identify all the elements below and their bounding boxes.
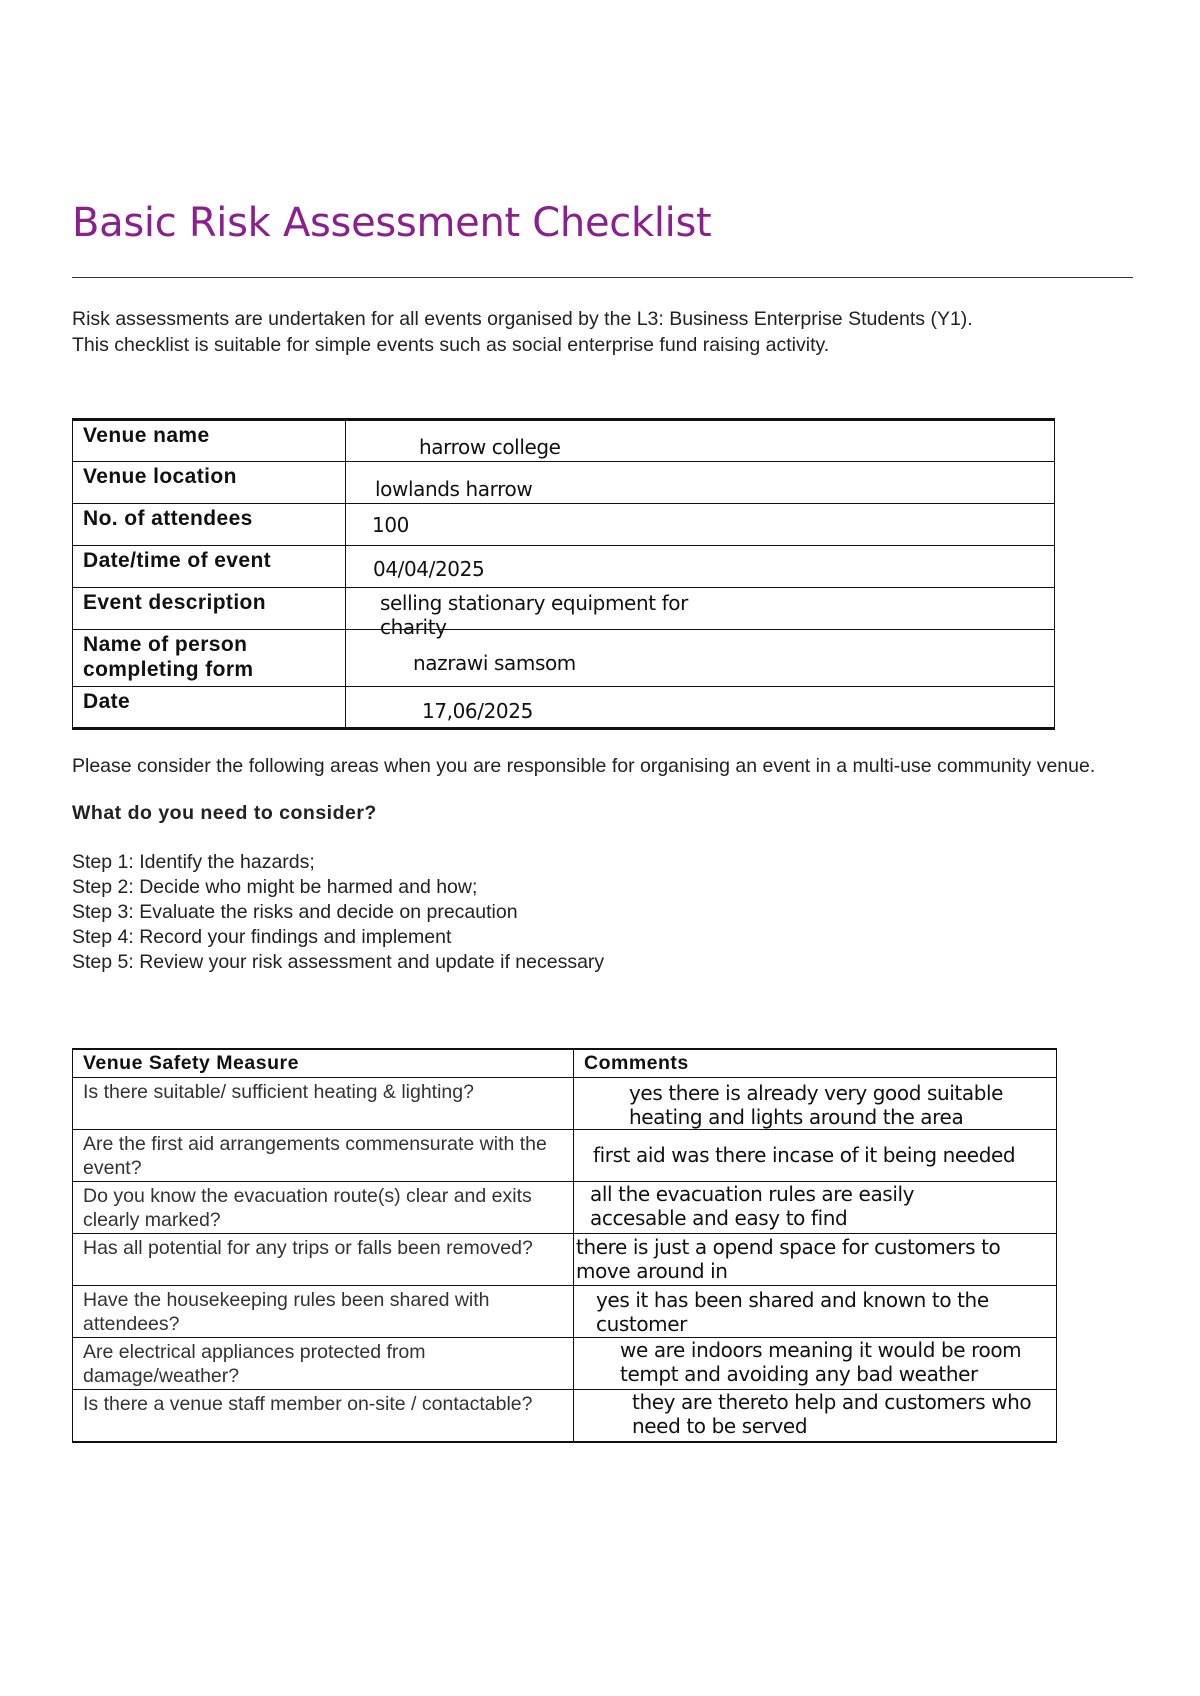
page-title: Basic Risk Assessment Checklist — [72, 200, 712, 246]
guidance-heading: What do you need to consider? — [72, 802, 377, 824]
info-row-venue-name — [73, 420, 1055, 462]
info-value-field[interactable] — [346, 462, 1055, 504]
info-value-field[interactable] — [346, 588, 1055, 639]
info-label: Event description — [73, 588, 346, 630]
step-item: Step 4: Record your findings and implement — [72, 926, 452, 948]
safety-measure: Is there a venue staff member on-site / contactable? — [73, 1390, 574, 1442]
safety-comment[interactable]: yes it has been shared and known to the customer — [574, 1286, 1057, 1338]
info-row-event-description — [73, 588, 1055, 630]
safety-row — [73, 1078, 1057, 1130]
info-value: 17,06/2025 — [422, 699, 533, 723]
safety-measure: Have the housekeeping rules been shared with attendees? — [73, 1286, 574, 1338]
safety-comment[interactable]: first aid was there incase of it being needed — [574, 1130, 1057, 1182]
step-item: Step 5: Review your risk assessment and update if necessary — [72, 951, 605, 973]
safety-comment[interactable]: we are indoors meaning it would be room tempt and avoiding any bad weather — [574, 1338, 1057, 1390]
info-value: lowlands harrow — [375, 477, 533, 501]
safety-measure: Has all potential for any trips or falls been removed? — [73, 1234, 574, 1286]
info-row-attendees — [73, 504, 1055, 546]
safety-measure: Is there suitable/ sufficient heating & lighting? — [73, 1078, 574, 1130]
step-item: Step 2: Decide who might be harmed and how; — [72, 876, 478, 898]
info-value-field[interactable] — [346, 420, 1055, 462]
info-label: Name of person completing form — [73, 630, 346, 687]
info-label: No. of attendees — [73, 504, 346, 546]
guidance-section — [72, 754, 1152, 975]
step-item: Step 1: Identify the hazards; — [72, 851, 315, 873]
info-value: 100 — [372, 513, 409, 537]
intro-line-2: This checklist is suitable for simple events such as social enterprise fund raising activity. — [72, 334, 830, 356]
intro-text — [72, 306, 1152, 358]
info-label: Venue name — [73, 420, 346, 462]
step-item: Step 3: Evaluate the risks and decide on precaution — [72, 901, 518, 923]
info-value: selling stationary equipment for charity — [380, 591, 688, 639]
safety-comment[interactable]: there is just a opend space for customers to move around in — [574, 1234, 1057, 1286]
safety-header-row — [73, 1049, 1057, 1078]
info-row-venue-location — [73, 462, 1055, 504]
info-value: harrow college — [419, 435, 561, 459]
safety-row — [73, 1338, 1057, 1390]
info-label: Venue location — [73, 462, 346, 504]
safety-comment[interactable]: they are thereto help and customers who need to be served — [574, 1390, 1057, 1442]
safety-measure: Do you know the evacuation route(s) clear and exits clearly marked? — [73, 1182, 574, 1234]
safety-row — [73, 1130, 1057, 1182]
info-row-date-time — [73, 546, 1055, 588]
guidance-text: Please consider the following areas when you are responsible for organising an event in a multi-use community venue. — [72, 755, 1096, 777]
safety-row — [73, 1390, 1057, 1442]
column-header-measure: Venue Safety Measure — [73, 1049, 574, 1078]
safety-row — [73, 1182, 1057, 1234]
safety-row — [73, 1286, 1057, 1338]
safety-row — [73, 1234, 1057, 1286]
info-value: nazrawi samsom — [413, 651, 576, 675]
column-header-comments: Comments — [574, 1049, 1057, 1078]
safety-measure: Are the first aid arrangements commensurate with the event? — [73, 1130, 574, 1182]
info-label: Date/time of event — [73, 546, 346, 588]
steps-list — [72, 850, 1152, 975]
event-info-table — [72, 418, 1055, 730]
intro-line-1: Risk assessments are undertaken for all events organised by the L3: Business Enterprise Students (Y1). — [72, 308, 973, 330]
info-value-field[interactable] — [346, 546, 1055, 588]
info-row-date — [73, 687, 1055, 729]
info-value-field[interactable] — [346, 687, 1055, 729]
safety-comment[interactable]: yes there is already very good suitable heating and lights around the area — [574, 1078, 1057, 1130]
info-value: 04/04/2025 — [373, 557, 485, 581]
info-label: Date — [73, 687, 346, 729]
info-value-field[interactable] — [346, 504, 1055, 546]
safety-comment[interactable]: all the evacuation rules are easily accesable and easy to find — [574, 1182, 1057, 1234]
title-divider — [72, 277, 1133, 278]
safety-measure: Are electrical appliances protected from damage/weather? — [73, 1338, 574, 1390]
venue-safety-table — [72, 1048, 1057, 1443]
